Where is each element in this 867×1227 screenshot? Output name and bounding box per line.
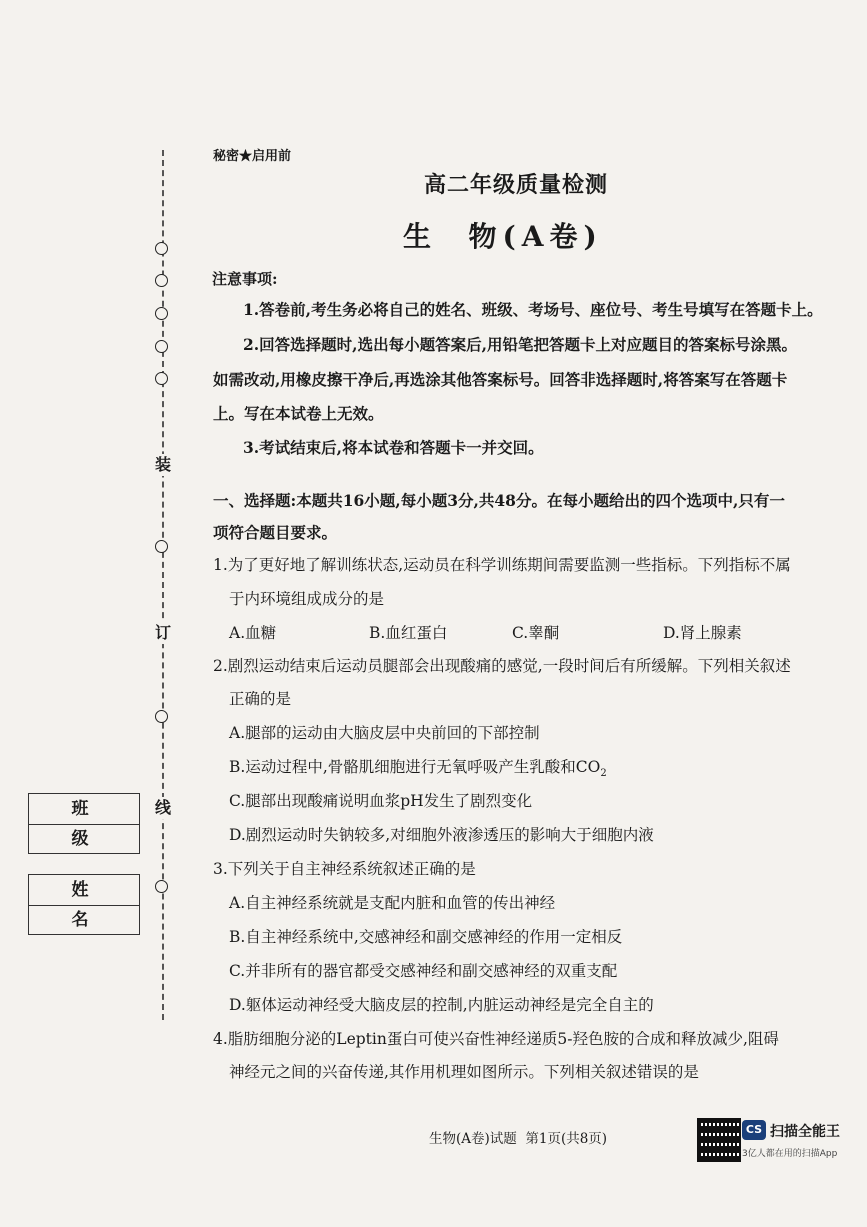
binding-char-xian: 线: [152, 797, 174, 819]
binding-hole-icon: [155, 880, 168, 893]
question-1-stem-cont: 于内环境组成成分的是: [229, 590, 385, 608]
camscanner-logo-icon: CS: [742, 1120, 766, 1140]
name-field[interactable]: [28, 874, 140, 935]
name-label: 姓 名: [29, 875, 139, 906]
question-2-stem: 2.剧烈运动结束后运动员腿部会出现酸痛的感觉,一段时间后有所缓解。下列相关叙述: [213, 657, 791, 675]
q2-option-c: C.腿部出现酸痛说明血浆pH发生了剧烈变化: [229, 792, 533, 810]
exam-title: 高二年级质量检测: [424, 172, 609, 198]
binding-hole-icon: [155, 242, 168, 255]
q3-option-a: A.自主神经系统就是支配内脏和血管的传出神经: [229, 894, 556, 912]
question-4-stem: 4.脂肪细胞分泌的Leptin蛋白可使兴奋性神经递质5-羟色胺的合成和释放减少,阻碍: [213, 1030, 779, 1048]
binding-hole-icon: [155, 540, 168, 553]
notice-line: 如需改动,用橡皮擦干净后,再选涂其他答案标号。回答非选择题时,将答案写在答题卡: [213, 370, 788, 389]
q2-option-b: [229, 755, 607, 779]
q1-option-d: D.肾上腺素: [663, 624, 742, 642]
binding-char-ding: 订: [152, 622, 174, 644]
section-heading-cont: 项符合题目要求。: [213, 523, 338, 542]
co2-subscript: 2: [600, 768, 607, 780]
q1-option-b: B.血红蛋白: [369, 624, 448, 642]
binding-hole-icon: [155, 307, 168, 320]
notice-line: 上。写在本试卷上无效。: [213, 404, 384, 423]
class-field[interactable]: [28, 793, 140, 854]
binding-hole-icon: [155, 340, 168, 353]
section-heading: 一、选择题:本题共16小题,每小题3分,共48分。在每小题给出的四个选项中,只有一: [213, 491, 785, 510]
q2-option-a: A.腿部的运动由大脑皮层中央前回的下部控制: [229, 724, 540, 742]
confidential-mark: 秘密★启用前: [213, 149, 292, 164]
subject-title: 生 物(A卷): [403, 220, 603, 253]
scanner-tagline: 3亿人都在用的扫描App: [742, 1149, 838, 1159]
scanner-app-name: 扫描全能王: [770, 1124, 840, 1140]
notice-line: 2.回答选择题时,选出每小题答案后,用铅笔把答题卡上对应题目的答案标号涂黑。: [243, 335, 797, 354]
binding-hole-icon: [155, 372, 168, 385]
q3-option-d: D.躯体运动神经受大脑皮层的控制,内脏运动神经是完全自主的: [229, 996, 654, 1014]
q2-option-b-text: B.运动过程中,骨骼肌细胞进行无氧呼吸产生乳酸和CO: [229, 758, 601, 776]
question-4-stem-cont: 神经元之间的兴奋传递,其作用机理如图所示。下列相关叙述错误的是: [229, 1063, 699, 1081]
notice-line: 1.答卷前,考生务必将自己的姓名、班级、考场号、座位号、考生号填写在答题卡上。: [243, 300, 823, 319]
notice-heading: 注意事项:: [212, 270, 278, 288]
q1-option-a: A.血糖: [229, 624, 277, 642]
q2-option-d: D.剧烈运动时失钠较多,对细胞外液渗透压的影响大于细胞内液: [229, 826, 654, 844]
question-3-stem: 3.下列关于自主神经系统叙述正确的是: [213, 860, 476, 878]
notice-line: 3.考试结束后,将本试卷和答题卡一并交回。: [243, 438, 544, 457]
question-1-stem: 1.为了更好地了解训练状态,运动员在科学训练期间需要监测一些指标。下列指标不属: [213, 556, 791, 574]
binding-hole-icon: [155, 710, 168, 723]
q3-option-b: B.自主神经系统中,交感神经和副交感神经的作用一定相反: [229, 928, 623, 946]
binding-char-zhuang: 装: [152, 454, 174, 476]
class-label: 班 级: [29, 794, 139, 825]
q3-option-c: C.并非所有的器官都受交感神经和副交感神经的双重支配: [229, 962, 618, 980]
q1-option-c: C.睾酮: [512, 624, 560, 642]
page-footer: 生物(A卷)试题 第1页(共8页): [429, 1131, 608, 1147]
qr-code-icon: [697, 1118, 741, 1162]
question-2-stem-cont: 正确的是: [229, 690, 292, 708]
binding-hole-icon: [155, 274, 168, 287]
